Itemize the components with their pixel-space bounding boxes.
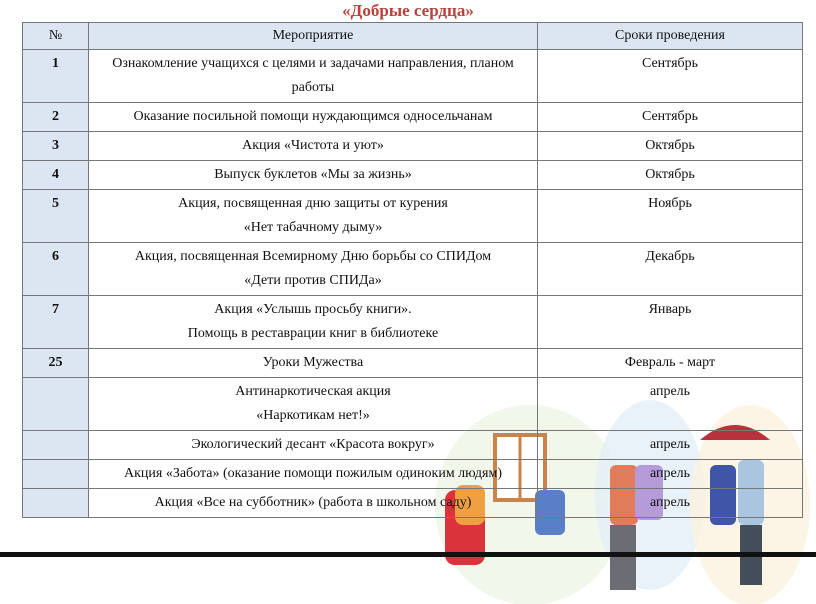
table-header-row (23, 23, 803, 50)
date-cell: Сентябрь (538, 103, 803, 132)
row-number: 2 (23, 103, 89, 132)
date-cell: Сентябрь (538, 50, 803, 103)
row-number: 4 (23, 161, 89, 190)
date-cell: Октябрь (538, 132, 803, 161)
date-cell: Ноябрь (538, 190, 803, 243)
event-cell (89, 489, 538, 518)
table-row (23, 460, 803, 489)
event-line: «Наркотикам нет!» (256, 408, 370, 423)
event-line: Ознакомление учащихся с целями и задачами направления, планом (112, 56, 514, 71)
event-line: работы (291, 80, 335, 95)
event-line: Акция «Чистота и уют» (242, 138, 384, 153)
header-number: № (23, 23, 89, 50)
event-cell (89, 161, 538, 190)
event-cell (89, 460, 538, 489)
event-line: Акция «Услышь просьбу книги». (214, 302, 412, 317)
event-line: Акция, посвященная дню защиты от курения (178, 196, 448, 211)
event-cell (89, 243, 538, 296)
events-table (22, 22, 803, 518)
date-cell: Декабрь (538, 243, 803, 296)
table-row (23, 431, 803, 460)
event-line: «Дети против СПИДа» (244, 273, 382, 288)
table-row (23, 296, 803, 349)
event-line: Акция «Все на субботник» (работа в школьном саду) (154, 495, 472, 510)
event-cell (89, 431, 538, 460)
event-line: Оказание посильной помощи нуждающимся односельчанам (133, 109, 493, 124)
row-number: 7 (23, 296, 89, 349)
event-line: Уроки Мужества (262, 355, 364, 370)
table-row (23, 243, 803, 296)
table-row (23, 190, 803, 243)
table-row (23, 489, 803, 518)
table-row (23, 161, 803, 190)
event-line: Антинаркотическая акция (235, 384, 391, 399)
event-cell (89, 103, 538, 132)
event-cell (89, 349, 538, 378)
row-number: 6 (23, 243, 89, 296)
event-line: Экологический десант «Красота вокруг» (191, 437, 435, 452)
event-line: «Нет табачному дыму» (243, 220, 383, 235)
date-cell: Январь (538, 296, 803, 349)
table-row (23, 50, 803, 103)
date-cell: апрель (538, 431, 803, 460)
table-row (23, 132, 803, 161)
table-row (23, 103, 803, 132)
date-cell: апрель (538, 489, 803, 518)
event-line: Помощь в реставрации книг в библиотеке (187, 326, 439, 341)
event-cell (89, 296, 538, 349)
event-cell (89, 190, 538, 243)
header-dates: Сроки проведения (538, 23, 803, 50)
event-cell (89, 132, 538, 161)
table-row (23, 378, 803, 431)
date-cell: апрель (538, 378, 803, 431)
row-number (23, 378, 89, 431)
header-event: Мероприятие (89, 23, 538, 50)
date-cell: Февраль - март (538, 349, 803, 378)
event-line: Акция «Забота» (оказание помощи пожилым одиноким людям) (123, 466, 502, 481)
row-number (23, 489, 89, 518)
date-cell: Октябрь (538, 161, 803, 190)
date-cell: апрель (538, 460, 803, 489)
event-line: Акция, посвященная Всемирному Дню борьбы со СПИДом (134, 249, 492, 264)
divider-line (0, 552, 816, 557)
event-cell (89, 50, 538, 103)
row-number: 3 (23, 132, 89, 161)
row-number (23, 460, 89, 489)
event-line: Выпуск буклетов «Мы за жизнь» (214, 167, 412, 182)
row-number: 1 (23, 50, 89, 103)
table-row (23, 349, 803, 378)
event-cell (89, 378, 538, 431)
page-title: «Добрые сердца» (342, 1, 474, 20)
row-number: 25 (23, 349, 89, 378)
row-number: 5 (23, 190, 89, 243)
row-number (23, 431, 89, 460)
